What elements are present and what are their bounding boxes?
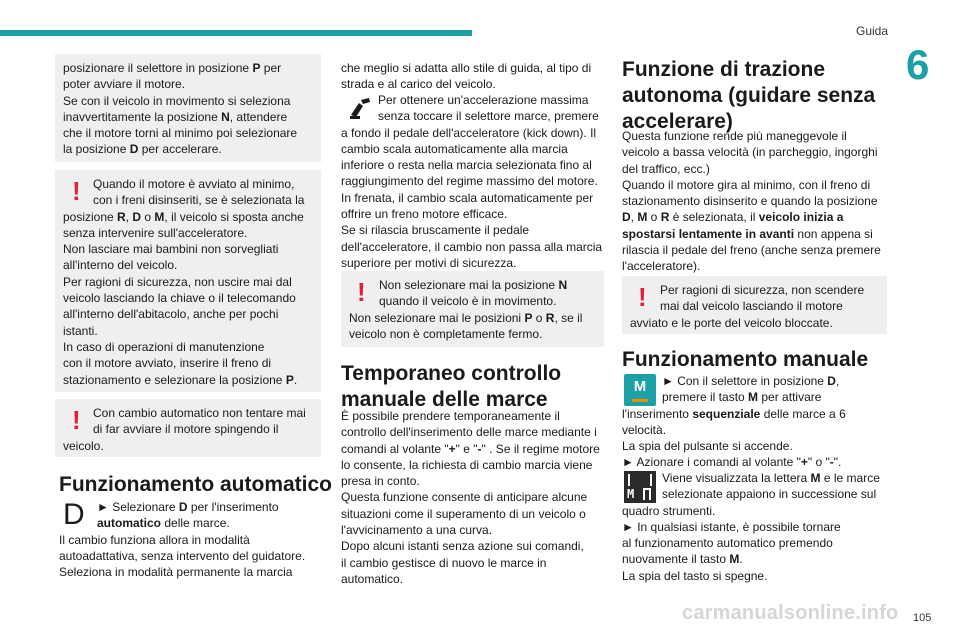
automatic-text: ► Selezionare D per l'inserimento automatico delle marce. Il cambio funziona allora in modalità autoadattativa, senza intervento del guidatore. Seleziona in modalità permanente la marcia bbox=[59, 500, 306, 580]
warning-push-text: Con cambio automatico non tentare mai di far avviare il motore spingendo il veicolo. bbox=[63, 406, 306, 453]
note-selector-text: posizionare il selettore in posizione P per poter avviare il motore. Se con il veicolo in movimento si seleziona inavvertitamente la posizione N, attendere che il motore torni al minimo poi selezionare la posizione D per accelerare. bbox=[63, 61, 298, 157]
col2-continued-text: che meglio si adatta allo stile di guida, al tipo di strada e al carico del veicolo. bbox=[341, 61, 592, 92]
section-title: Guida bbox=[856, 24, 889, 38]
creep-function-text: Questa funzione rende più maneggevole il veicolo a bassa velocità (in parcheggio, ingorghi del traffico, ecc.) Quando il motore gira al minimo, con il freno di stazionamento disinserito e quando la posizione D, M o R è selezionata, il veicolo inizia a spostarsi lentamente in avanti non appena si rilascia il pedale del freno (anche senza premere l'acceleratore). bbox=[622, 129, 881, 274]
m-button-icon: M bbox=[624, 374, 656, 406]
warning-icon: ! bbox=[72, 405, 81, 435]
heading-temporary-manual: Temporaneo controllo manuale delle marce bbox=[341, 362, 562, 411]
gear-d-icon: D bbox=[63, 498, 85, 531]
warning-exit-text: Per ragioni di sicurezza, non scendere mai dal veicolo lasciando il motore avviato e le porte del veicolo bloccate. bbox=[630, 283, 865, 330]
heading-manual: Funzionamento manuale bbox=[622, 348, 869, 371]
kickdown-text: Per ottenere un'accelerazione massima senza toccare il selettore marce, premere a fondo il pedale dell'acceleratore (kick down). Il cambio scala automaticamente alla marcia inferiore o resta nella marcia selezionata fino al raggiungimento del regime massimo del motore. In frenata, il cambio scala automaticamente per offrire un freno motore efficace. Se si rilascia bruscamente il pedale dell'acceleratore, il cambio non passa alla marcia superiore per motivi di sicurezza. bbox=[341, 93, 603, 270]
manual-text: ► Con il selettore in posizione D, premere il tasto M per attivare l'inserimento sequenziale delle marce a 6 velocità. La spia del pulsante si accende. ► Azionare i comandi al volante "+" o "-". bbox=[622, 374, 846, 470]
heading-creep-function: Funzione di trazione autonoma (guidare senza accelerare) bbox=[622, 58, 876, 133]
gear-display-icon: M bbox=[624, 471, 656, 503]
watermark: carmanualsonline.info bbox=[682, 602, 899, 624]
warning-neutral-text: Non selezionare mai la posizione N quando il veicolo è in movimento. Non selezionare mai le posizioni P o R, se il veicolo non è completamente fermo. bbox=[349, 278, 583, 341]
page-number: 105 bbox=[913, 612, 932, 624]
warning-icon: ! bbox=[357, 277, 366, 307]
warning-icon: ! bbox=[638, 282, 647, 312]
temporary-manual-text: È possibile prendere temporaneamente il controllo dell'inserimento delle marce mediante i comandi al volante "+" e "-" . Se il regime motore lo consente, la richiesta di cambio marcia viene presa in conto. Questa funzione consente di anticipare alcune situazioni come il superamento di un veicolo o l'avvicinamento a una curva. Dopo alcuni istanti senza azione sui comandi, il cambio gestisce di nuovo le marce in automatico. bbox=[341, 409, 600, 586]
heading-automatic: Funzionamento automatico bbox=[59, 473, 332, 496]
manual-display-text: Viene visualizzata la lettera M e le marce selezionate appaiono in successione sul quadro strumenti. ► In qualsiasi istante, è possibile tornare al funzionamento automatico premendo nuovamente il tasto M. La spia del tasto si spegne. bbox=[622, 471, 880, 583]
chapter-number: 6 bbox=[906, 41, 930, 88]
warning-icon: ! bbox=[72, 176, 81, 206]
warning-idle-text: Quando il motore è avviato al minimo, con i freni disinseriti, se è selezionata la posizione R, D o M, il veicolo si sposta anche senza intervenire sull'acceleratore. Non lasciare mai bambini non sorvegliati all'interno del veicolo. Per ragioni di sicurezza, non uscire mai dal veicolo lasciando la chiave o il telecomando all'interno dell'abitacolo, anche per pochi istanti. In caso di operazioni di manutenzione con il motore avviato, inserire il freno di stazionamento e selezionare la posizione P. bbox=[63, 177, 305, 387]
header-accent-bar bbox=[0, 30, 472, 36]
